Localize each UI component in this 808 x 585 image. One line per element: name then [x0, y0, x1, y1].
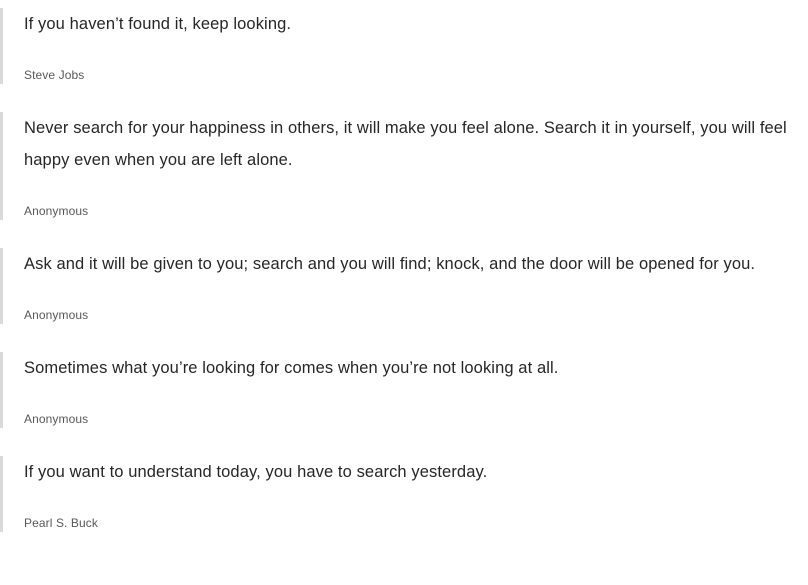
quote-author: Steve Jobs	[24, 68, 85, 82]
quote-block	[0, 112, 808, 220]
quote-author: Pearl S. Buck	[24, 516, 98, 530]
quote-block	[0, 456, 808, 532]
quote-author: Anonymous	[24, 204, 89, 218]
quote-block	[0, 248, 808, 324]
quote-list	[0, 8, 808, 532]
quote-text: Never search for your happiness in others, it will make you feel alone. Search it in yourself, you will feel happy even when you are left alone.	[24, 119, 787, 169]
quote-text: Ask and it will be given to you; search and you will find; knock, and the door will be opened for you.	[24, 255, 756, 273]
quote-author: Anonymous	[24, 308, 89, 322]
quote-block	[0, 8, 808, 84]
quote-block	[0, 352, 808, 428]
quote-text: Sometimes what you’re looking for comes when you’re not looking at all.	[24, 359, 559, 377]
quote-text: If you want to understand today, you have to search yesterday.	[24, 463, 488, 481]
quote-text: If you haven’t found it, keep looking.	[24, 15, 292, 33]
quote-author: Anonymous	[24, 412, 89, 426]
